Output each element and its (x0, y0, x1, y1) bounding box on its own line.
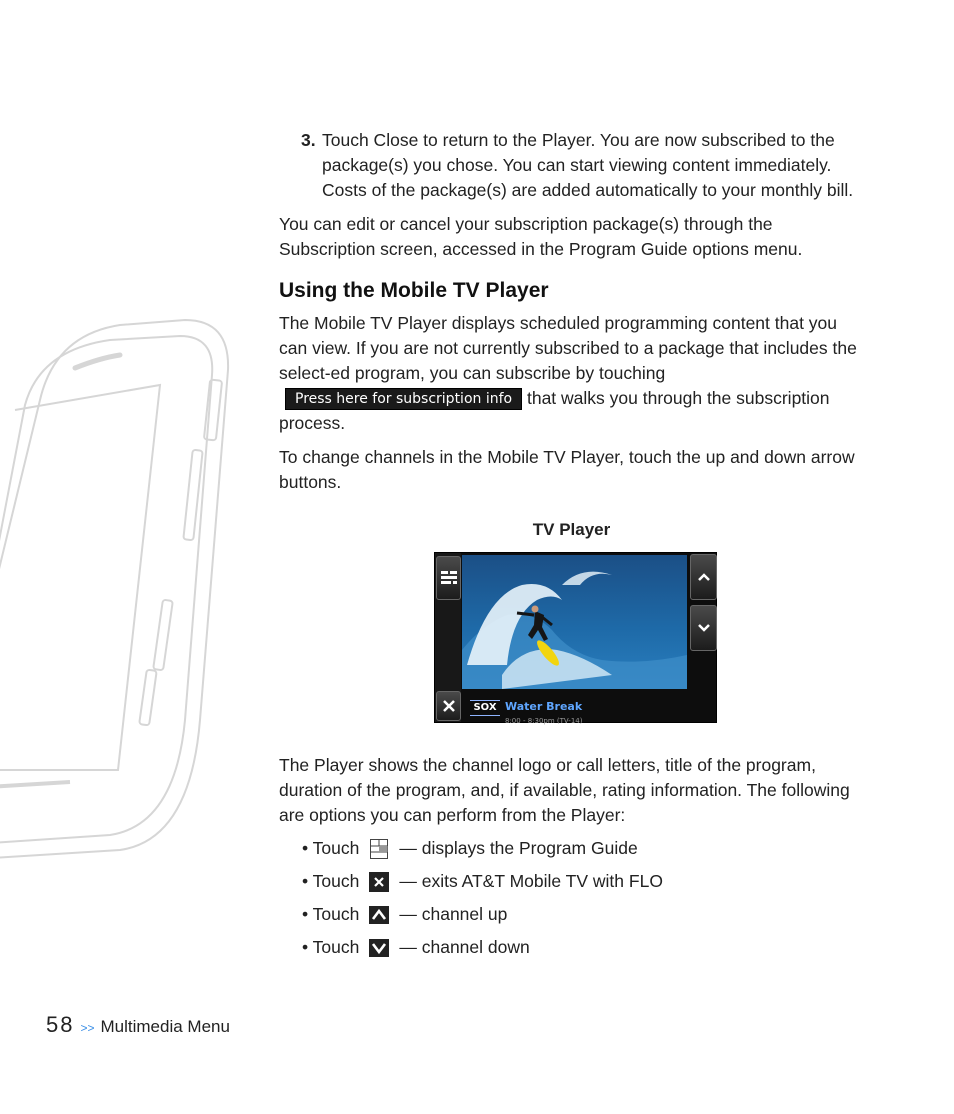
option-text: — exits AT&T Mobile TV with FLO (399, 871, 663, 891)
close-icon (369, 872, 389, 892)
phone-outline-illustration (0, 300, 250, 880)
channel-logo: SOX (470, 700, 500, 716)
channel-down-button[interactable] (690, 605, 717, 651)
player-paragraph-text: The Mobile TV Player displays scheduled programming content that you can view. If you are not currently subscribed to a package that includes the select-ed program, you can subscribe by touching (279, 313, 857, 383)
page-number: 58 (46, 1012, 75, 1037)
chevron-up-icon (697, 572, 711, 582)
program-time: 8:00 - 8:30pm (TV-14) (505, 717, 583, 725)
program-guide-icon (441, 570, 457, 586)
player-paragraph-end: that walks you through the subscription process. (279, 388, 830, 433)
section-heading: Using the Mobile TV Player (279, 279, 549, 302)
video-frame (462, 555, 687, 689)
options-list (302, 836, 864, 960)
chevron-up-icon (369, 905, 389, 925)
chevron-down-icon (369, 938, 389, 958)
section-name: Multimedia Menu (100, 1017, 230, 1036)
program-title: Water Break (505, 700, 583, 713)
figure-caption: TV Player (532, 520, 611, 539)
page-footer (46, 1012, 230, 1038)
tv-player-figure (434, 552, 717, 723)
option-prefix: • Touch (302, 904, 360, 924)
option-channel-up (302, 902, 864, 927)
step-text: Touch Close to return to the Player. You are now subscribed to the package(s) you chose. You can start viewing content immediately. Costs of the package(s) are added automatically to your monthly bill. (322, 130, 854, 200)
step-number: 3. (301, 130, 316, 150)
page-content (279, 128, 864, 968)
option-program-guide (302, 836, 864, 861)
option-text: — displays the Program Guide (399, 838, 638, 858)
option-exit (302, 869, 864, 894)
player-paragraph (279, 311, 864, 436)
option-prefix: • Touch (302, 871, 360, 891)
footer-arrows: >> (80, 1021, 95, 1035)
channels-paragraph: To change channels in the Mobile TV Player, touch the up and down arrow buttons. (279, 447, 855, 492)
option-text: — channel up (399, 904, 508, 924)
channel-up-button[interactable] (690, 554, 717, 600)
program-info-bar (462, 691, 716, 725)
surfer-wave-image (462, 555, 687, 689)
option-prefix: • Touch (302, 937, 360, 957)
step-3 (301, 128, 864, 203)
option-channel-down (302, 935, 864, 960)
close-icon (443, 700, 455, 712)
chevron-down-icon (697, 623, 711, 633)
subscription-info-button[interactable]: Press here for subscription info (285, 388, 522, 410)
option-text: — channel down (399, 937, 530, 957)
player-shows-paragraph: The Player shows the channel logo or call letters, title of the program, duration of the program, and, if available, rating information. The following are options you can perform from the Player: (279, 755, 850, 825)
program-guide-icon (369, 839, 389, 859)
subscription-paragraph: You can edit or cancel your subscription package(s) through the Subscription screen, accessed in the Program Guide options menu. (279, 214, 803, 259)
close-player-button[interactable] (436, 691, 461, 721)
program-guide-button[interactable] (436, 556, 461, 600)
option-prefix: • Touch (302, 838, 360, 858)
